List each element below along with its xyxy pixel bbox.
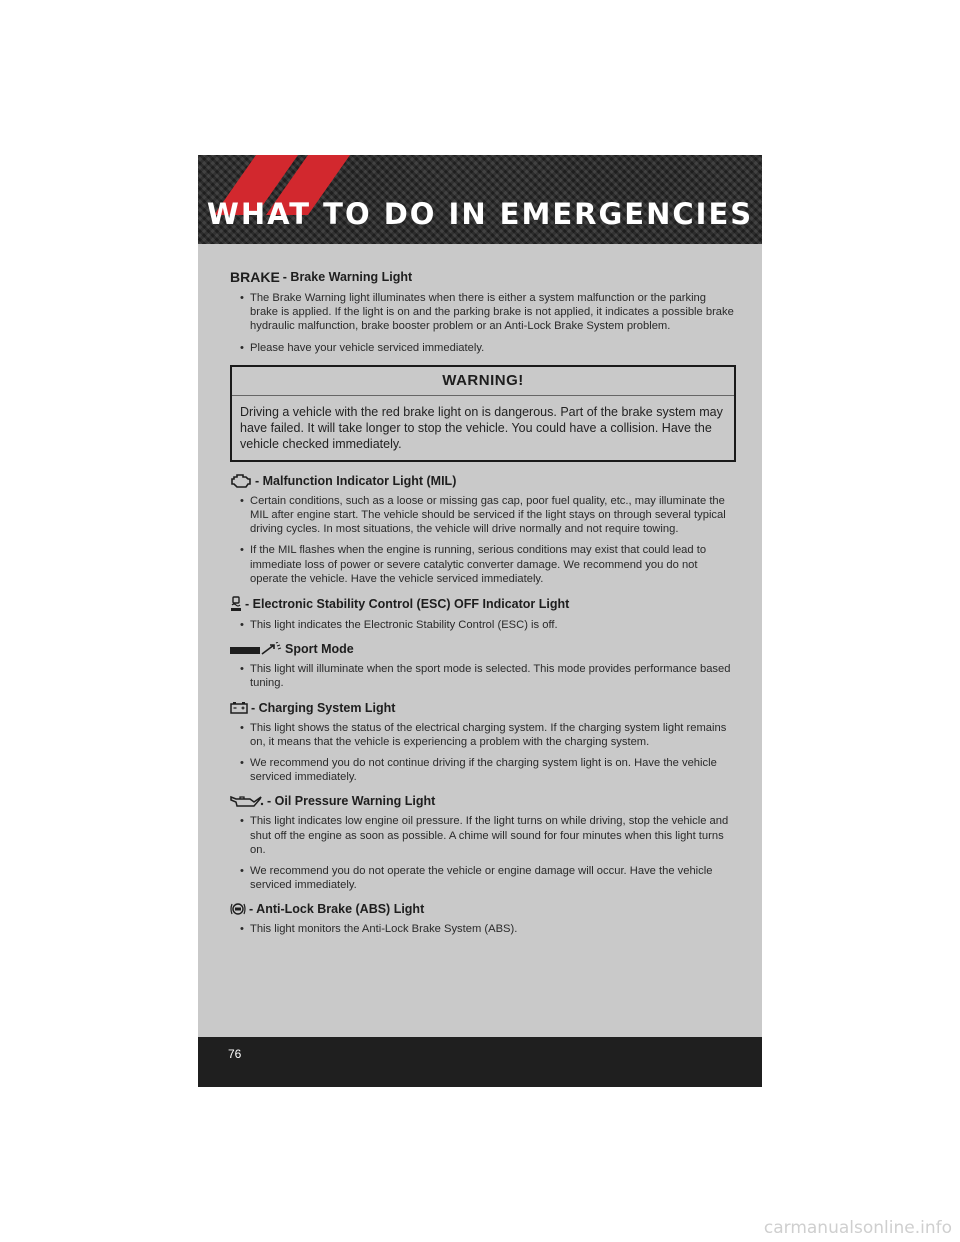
battery-icon [230,701,248,714]
charging-section [230,701,736,785]
list-item: • This light indicates the Electronic Stability Control (ESC) is off. [240,618,736,632]
warning-box [230,365,736,462]
manual-page [198,155,762,1087]
sport-title: Sport Mode [285,642,354,657]
abs-bullets [230,922,736,936]
oil-title: - Oil Pressure Warning Light [267,794,436,809]
page-content [230,269,736,944]
abs-icon [230,902,246,916]
sport-heading [230,642,736,656]
warning-body: Driving a vehicle with the red brake light on is dangerous. Part of the brake system may have failed. It will take longer to stop the vehicle. You could have a collision. Have the vehicle checked immediately. [240,404,723,451]
abs-title: - Anti-Lock Brake (ABS) Light [249,902,425,917]
esc-heading [230,596,736,612]
esc-section [230,596,736,632]
page-number: 76 [228,1047,242,1061]
page-footer [198,1037,762,1087]
list-item: • Please have your vehicle serviced immediately. [240,341,736,355]
oil-section [230,794,736,892]
warning-heading: WARNING! [232,367,734,396]
charging-title: - Charging System Light [251,700,396,715]
list-item: • This light shows the status of the electrical charging system. If the charging system light remains on, it means that the vehicle is experiencing a problem with the charging system. [240,721,736,749]
brake-heading [230,269,736,285]
charging-bullets [230,721,736,785]
abs-heading [230,902,736,916]
section-banner [198,155,762,244]
esc-bullets [230,618,736,632]
list-item: • This light indicates low engine oil pressure. If the light turns on while driving, stop the vehicle and shut off the engine as soon as possible. A chime will sound for four minutes when this light turns on. [240,814,736,857]
list-item: • This light monitors the Anti-Lock Brake System (ABS). [240,922,736,936]
engine-icon [230,474,252,488]
brake-title: - Brake Warning Light [282,270,413,284]
abs-section [230,902,736,936]
sport-bullets [230,662,736,690]
oil-heading [230,794,736,808]
mil-heading [230,474,736,488]
brake-bullets [230,291,736,355]
sport-mode-icon [230,642,282,656]
oil-can-icon [230,794,264,808]
list-item: • We recommend you do not continue driving if the charging system light is on. Have the vehicle serviced immediately. [240,756,736,784]
brake-lead-label: BRAKE [230,269,280,285]
esc-title: - Electronic Stability Control (ESC) OFF Indicator Light [245,597,570,612]
list-item: • We recommend you do not operate the vehicle or engine damage will occur. Have the vehicle serviced immediately. [240,864,736,892]
oil-bullets [230,814,736,892]
esc-off-icon [230,596,242,612]
list-item: • Certain conditions, such as a loose or missing gas cap, poor fuel quality, etc., may illuminate the MIL after engine start. The vehicle should be serviced if the light stays on through several typical driving cycles. In most situations, the vehicle will drive normally and not require towing. [240,494,736,537]
banner-title: WHAT TO DO IN EMERGENCIES [206,197,754,231]
list-item: • If the MIL flashes when the engine is running, serious conditions may exist that could lead to immediate loss of power or severe catalytic converter damage. We recommend you do not operate the vehicle. Have the vehicle serviced immediately. [240,543,736,586]
watermark-text: carmanualsonline.info [763,1218,952,1238]
mil-section [230,474,736,586]
mil-bullets [230,494,736,586]
mil-title: - Malfunction Indicator Light (MIL) [255,473,457,488]
sport-section [230,642,736,690]
list-item: • The Brake Warning light illuminates when there is either a system malfunction or the parking brake is applied. If the light is on and the parking brake is not applied, it indicates a possible brake hydraulic malfunction, brake booster problem or an Anti-Lock Brake System problem. [240,291,736,334]
brake-section [230,269,736,355]
list-item: • This light will illuminate when the sport mode is selected. This mode provides performance based tuning. [240,662,736,690]
charging-heading [230,701,736,715]
